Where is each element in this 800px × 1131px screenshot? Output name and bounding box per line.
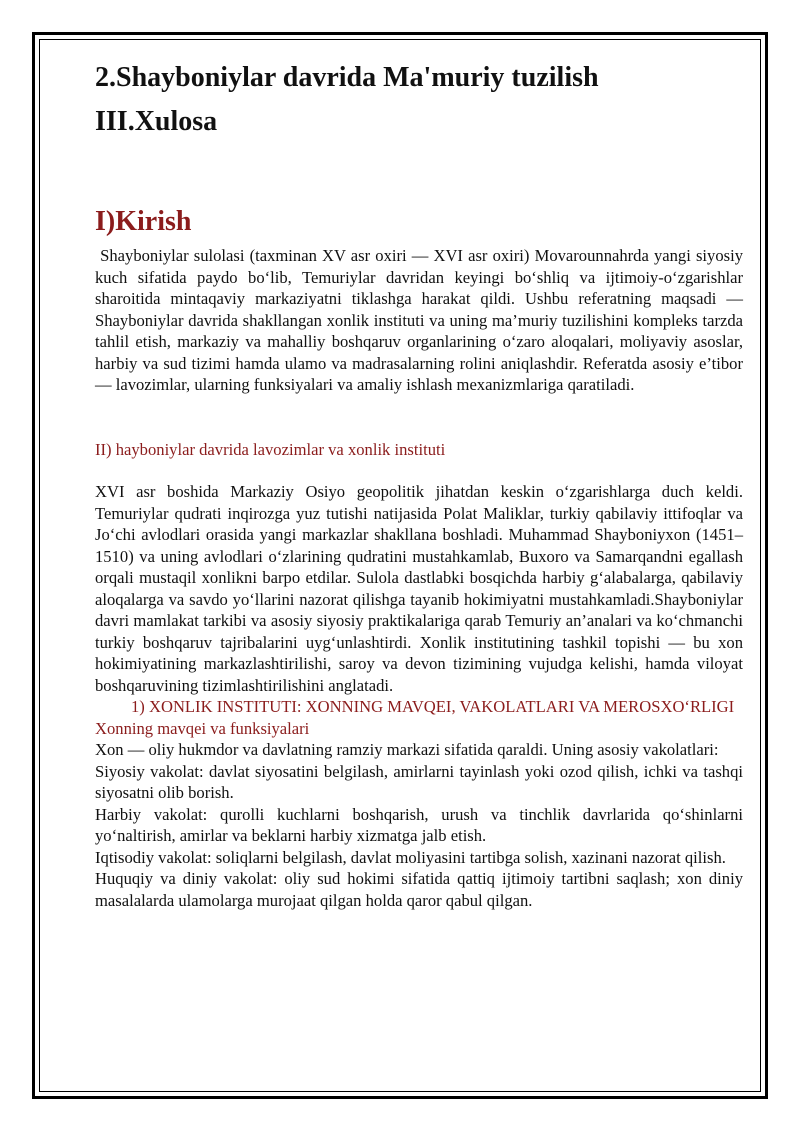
toc-item-2: 2.Shayboniylar davrida Ma'muriy tuzilish	[95, 62, 599, 93]
khan-role-heading: Xonning mavqei va funksiyalari	[95, 718, 310, 738]
power-military: Harbiy vakolat: qurolli kuchlarni boshqarish, urush va tinchlik davrlarida qo‘shinlarni yo‘naltirish, amirlar va beklarni harbiy xizmatga jalb etish.	[95, 804, 743, 845]
power-political: Siyosiy vakolat: davlat siyosatini belgilash, amirlarni tayinlash yoki ozod qilish, ichki va tashqi siyosatni olib borish.	[95, 761, 743, 802]
section2-paragraph: XVI asr boshida Markaziy Osiyo geopolitik jihatdan keskin o‘zgarishlarga duch keldi. Temuriylar qudrati inqirozga yuz tutishi natijasida Polat Maliklar, turkiy qabilaviy ittifoqlar va Jo‘chi avlodlari orasida yangi markazlar shakllana boshladi. Muhammad Shayboniyxon (1451–1510) va uning avlodlari o‘zlarining qudratini mustahkamlab, Buxoro va Samarqandni egallash orqali mustaqil xonlikni barpo etdilar. Sulola dastlabki bosqichda harbiy g‘alabalarga, qabilaviy aloqalarga va savdo yo‘llarini nazorat qilishga tayanib hokimiyatni mustahkamladi.Shayboniylar davri mamlakat tarkibi va asosiy siyosiy praktikalariga qarab Temuriy an’analari va ko‘chmanchi turkiy boshqaruv tajribalarini uyg‘unlashtirdi. Xonlik institutining tashkil topishi — bu xon hokimiyatining markazlashtirilishi, saroy va devon tizimining vujudga kelishi, hamda viloyat boshqaruvining tizimlashtirilishini anglatadi.	[95, 482, 743, 695]
power-economic: Iqtisodiy vakolat: soliqlarni belgilash, davlat moliyasini tartibga solish, xazinani nazorat qilish.	[95, 847, 726, 867]
subsection-title: 1) XONLIK INSTITUTI: XONNING MAVQEI, VAKOLATLARI VA MEROSXO‘RLIGI	[131, 697, 735, 716]
section2-heading: II) hayboniylar davrida lavozimlar va xonlik instituti	[95, 439, 446, 459]
document-body	[95, 56, 748, 911]
intro-heading: I)Kirish	[95, 206, 192, 237]
intro-paragraph: Shayboniylar sulolasi (taxminan XV asr oxiri — XVI asr oxiri) Movarounnahrda yangi siyosiy kuch sifatida paydo bo‘lib, Temuriylar davridan keyingi bo‘shliq va ijtimoiy-o‘zgarishlar sharoitida mintaqaviy markaziyatni tiklashga harakat qildi. Ushbu referatning maqsadi — Shayboniylar davrida shakllangan xonlik instituti va uning ma’muriy tuzilishini kompleks tarzda tahlil etish, markaziy va mahalliy boshqaruv organlarining o‘zaro aloqalari, moliyaviy asoslar, harbiy va sud tizimi hamda ulamo va madrasalarning rolini aniqlashdir. Referatda asosiy e’tibor — lavozimlar, ularning funksiyalari va amaliy ishlash mexanizmlariga qaratiladi.	[95, 246, 748, 394]
toc-item-3: III.Xulosa	[95, 106, 218, 137]
power-legal-religious: Huquqiy va diniy vakolat: oliy sud hokimi sifatida qattiq ijtimoiy tartibni saqlash; xon diniy masalalarda ulamolarga murojaat qilgan holda qaror qabul qilgan.	[95, 869, 743, 910]
khan-intro-paragraph: Xon — oliy hukmdor va davlatning ramziy markazi sifatida qaraldi. Uning asosiy vakolatlari:	[95, 740, 719, 759]
